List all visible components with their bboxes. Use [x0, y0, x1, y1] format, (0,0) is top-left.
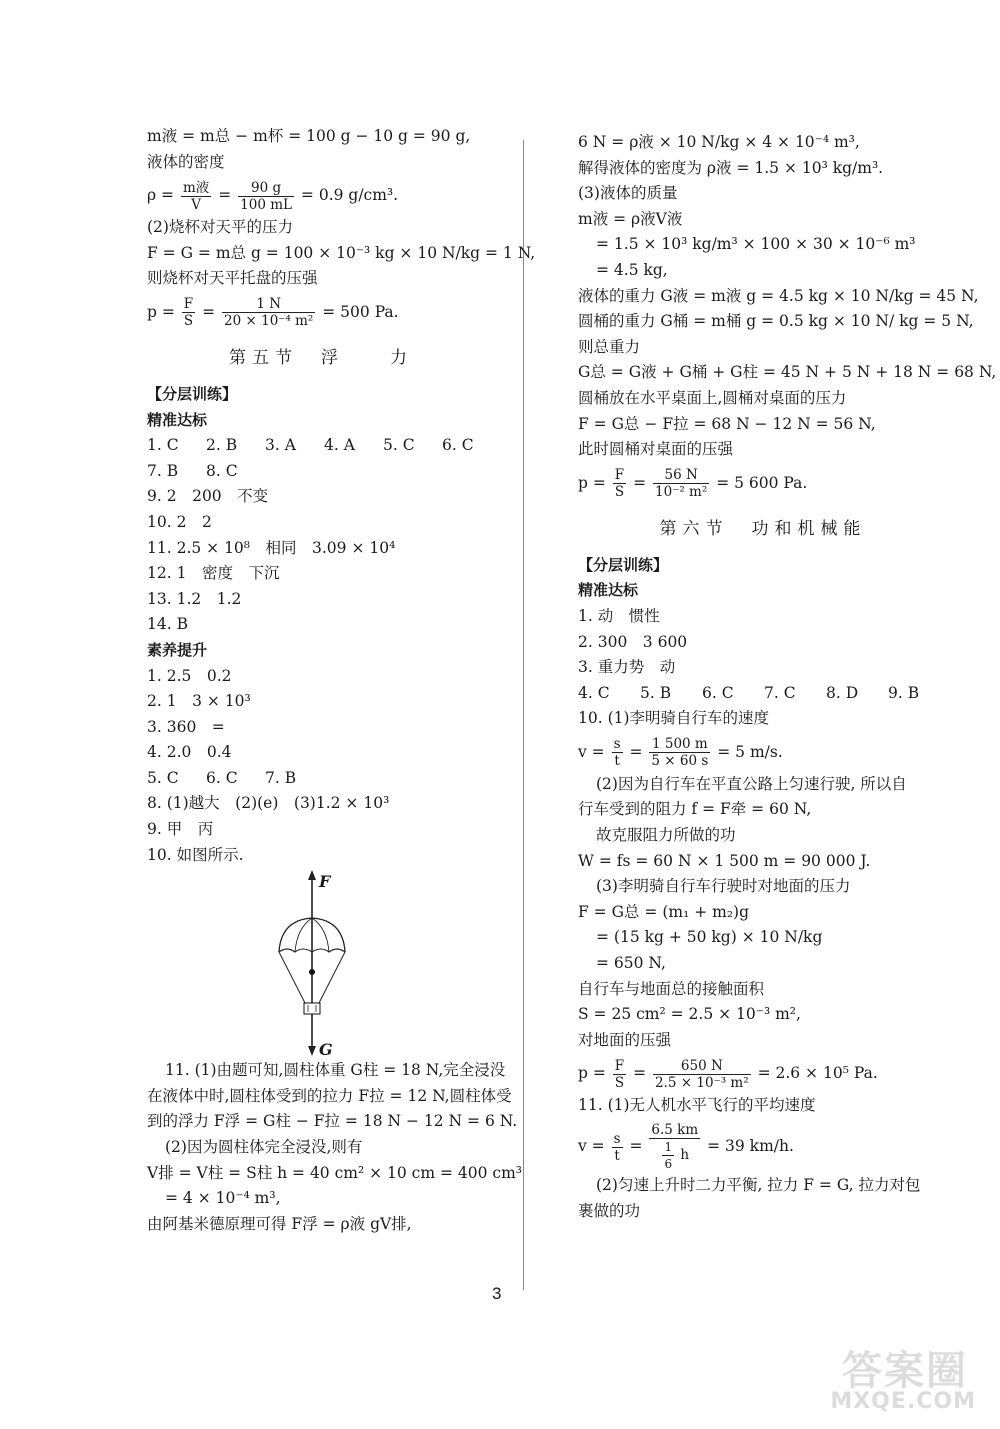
equals: = [633, 473, 647, 492]
denominator: S [614, 484, 625, 501]
denominator: 5 × 60 s [651, 753, 709, 770]
velocity-formula [578, 732, 948, 772]
answer: 1. C [147, 436, 179, 455]
fraction [653, 1058, 751, 1091]
formula-rhs: = 39 km/h. [707, 1137, 794, 1155]
answer: 7. C [764, 683, 796, 702]
text-line: (3)李明骑自行车行驶时对地面的压力 [596, 877, 851, 896]
denominator: 6 [664, 1157, 673, 1171]
section-title: 第六节 功和机械能 [659, 518, 867, 539]
answer: 9. B [888, 683, 920, 702]
answer-line: 10. 如图所示. [147, 845, 244, 864]
arrow-down [308, 1046, 316, 1056]
fraction [649, 736, 710, 769]
text-line: 则总重力 [578, 337, 641, 356]
pressure-formula [578, 1053, 948, 1093]
column-divider [523, 140, 524, 1290]
line-right [319, 952, 345, 1003]
text-line: F = G = m总 g = 100 × 10⁻³ kg × 10 N/kg = 1 N, [147, 243, 536, 262]
equals: = [633, 1064, 647, 1083]
text-line: (2)匀速上升时二力平衡, 拉力 F = G, 拉力对包 [596, 1176, 921, 1194]
payload-box [304, 1003, 320, 1014]
text-line: 由阿基米德原理可得 F浮 = ρ液 gV排, [147, 1214, 412, 1233]
density-formula [147, 175, 495, 215]
fraction [649, 1122, 700, 1172]
fraction [613, 467, 626, 500]
text-line: 自行车与地面总的接触面积 [578, 979, 765, 998]
text-line: 裹做的功 [578, 1201, 641, 1220]
answer-line: 9. 甲 丙 [147, 820, 214, 839]
answer-line: 8. (1)越大 (2)(e) (3)1.2 × 10³ [147, 794, 390, 813]
text-line: = 650 N, [596, 954, 666, 973]
heading-layered: 【分层训练】 [147, 384, 238, 403]
answer: 7. B [265, 768, 297, 787]
text-line: 故克服阻力所做的功 [596, 826, 736, 845]
parachute-figure [147, 868, 495, 1058]
parachute-force-diagram [147, 868, 495, 1058]
watermark-logo-text: 答案圈 [842, 1348, 968, 1394]
equals: = [629, 742, 643, 761]
text-line: = 1.5 × 10³ kg/m³ × 100 × 30 × 10⁻⁶ m³ [596, 235, 916, 254]
text-line: 11. (1)由题可知,圆柱体重 G柱 = 18 N,完全浸没 [165, 1061, 506, 1080]
text-line: S = 25 cm² = 2.5 × 10⁻³ m², [578, 1005, 801, 1024]
answer-line: 14. B [147, 615, 188, 634]
text-line: 对地面的压强 [578, 1030, 672, 1049]
denominator: 100 mL [240, 196, 292, 213]
text-line: 圆桶的重力 G桶 = m桶 g = 0.5 kg × 10 N/ kg = 5 N, [578, 312, 974, 331]
mcq-row [147, 433, 495, 459]
right-column [578, 130, 997, 1224]
text-line: V排 = V柱 = S柱 h = 40 cm² × 10 cm = 400 cm³ [147, 1163, 522, 1182]
formula-rhs: = 5 m/s. [717, 742, 783, 761]
text-line: 10. (1)李明骑自行车的速度 [578, 709, 770, 728]
arrow-up [308, 870, 316, 880]
label-F: F [319, 872, 331, 892]
numerator: s [613, 736, 621, 753]
numerator: 1 500 m [649, 736, 710, 753]
answer-line: 10. 2 2 [147, 512, 212, 531]
fraction [653, 467, 709, 500]
text-line: = (15 kg + 50 kg) × 10 N/kg [596, 928, 823, 947]
denominator: 10⁻² m² [655, 484, 708, 501]
denominator: S [183, 313, 194, 330]
text-line: 圆桶放在水平桌面上,圆桶对桌面的压力 [578, 388, 847, 407]
answer-line: 4. 2.0 0.4 [147, 743, 232, 762]
answer-line: 2. 1 3 × 10³ [147, 692, 251, 711]
denominator: 2.5 × 10⁻³ m² [655, 1074, 749, 1091]
watermark-url: MXQE.COM [830, 1389, 976, 1414]
label-G: G [319, 1040, 333, 1060]
answer-line: 11. 2.5 × 10⁸ 相同 3.09 × 10⁴ [147, 538, 396, 557]
pressure-formula [147, 292, 495, 332]
answer: 7. B [147, 461, 179, 480]
denominator: 20 × 10⁻⁴ m² [224, 313, 314, 330]
numerator: s [613, 1130, 621, 1147]
text-line: = 4 × 10⁻⁴ m³, [165, 1189, 281, 1208]
text-line: G总 = G液 + G桶 + G柱 = 45 N + 5 N + 18 N = 68 N, [578, 363, 997, 382]
heading-precise: 精准达标 [578, 581, 639, 600]
formula-lhs: v = [578, 742, 605, 761]
mcq-row [147, 766, 495, 792]
answer: 6. C [702, 683, 734, 702]
line-left [279, 952, 305, 1003]
numerator: 1 N [222, 296, 315, 313]
heading-improve: 素养提升 [147, 640, 208, 659]
answer-line: 1. 动 惯性 [578, 606, 660, 625]
text-line: 此时圆桶对桌面的压强 [578, 440, 734, 459]
equals: = [218, 186, 232, 205]
fraction [612, 1131, 623, 1164]
section-title: 第五节 浮 力 [229, 347, 413, 368]
pressure-formula [578, 463, 948, 503]
formula-lhs: p = [578, 1064, 606, 1083]
equals: = [202, 302, 216, 321]
formula-lhs: p = [147, 302, 175, 321]
answer: 2. B [206, 436, 238, 455]
answer: 5. C [147, 768, 179, 787]
answer: 4. A [324, 436, 355, 455]
formula-rhs: = 500 Pa. [322, 302, 399, 321]
text-line: 到的浮力 F浮 = G柱 − F拉 = 18 N − 12 N = 6 N. [147, 1112, 518, 1131]
answer: 8. D [826, 683, 859, 702]
fraction [181, 180, 211, 213]
mcq-row [147, 459, 495, 485]
numerator: 650 N [653, 1058, 751, 1075]
answer-line: 9. 2 200 不变 [147, 487, 269, 506]
watermark [782, 1339, 982, 1421]
heading-precise: 精准达标 [147, 410, 208, 429]
formula-lhs: p = [578, 473, 606, 492]
formula-rhs: = 2.6 × 10⁵ Pa. [757, 1064, 878, 1083]
answer-line: 1. 2.5 0.2 [147, 666, 232, 685]
answer: 6. C [206, 768, 238, 787]
numerator: 6.5 km [651, 1122, 699, 1138]
fraction [182, 296, 195, 329]
fraction [238, 180, 294, 213]
mcq-row [578, 681, 948, 707]
numerator: m液 [182, 179, 210, 196]
numerator: 90 g [238, 180, 294, 197]
text-line: F = G总 = (m₁ + m₂)g [578, 902, 749, 921]
numerator: F [183, 296, 194, 313]
fraction [222, 296, 315, 329]
text-line: 则烧杯对天平托盘的压强 [147, 269, 318, 288]
text-line: F = G总 − F拉 = 68 N − 12 N = 56 N, [578, 414, 876, 433]
text-line: (2)因为圆柱体完全浸没,则有 [165, 1138, 363, 1157]
text-line: 液体的密度 [147, 152, 225, 171]
answer: 3. A [265, 436, 296, 455]
left-column [147, 124, 536, 1237]
answer: 4. C [578, 683, 610, 702]
formula-lhs: ρ = [147, 186, 175, 205]
text-line: = 4.5 kg, [596, 260, 668, 279]
unit: h [680, 1147, 690, 1163]
fraction [662, 1139, 674, 1172]
formula-rhs: = 5 600 Pa. [716, 473, 808, 492]
formula-rhs: = 0.9 g/cm³. [300, 186, 399, 205]
text-line: (2)烧杯对天平的压力 [147, 218, 293, 237]
denominator: t [614, 1147, 620, 1164]
answer: 5. B [640, 683, 672, 702]
numerator: 56 N [653, 467, 709, 484]
numerator: F [614, 467, 625, 484]
answer-line: 2. 300 3 600 [578, 632, 688, 651]
text-line: W = fs = 60 N × 1 500 m = 90 000 J. [578, 851, 871, 870]
page-number: 3 [492, 1284, 502, 1303]
denominator: V [191, 196, 201, 213]
velocity-formula [578, 1119, 948, 1173]
fraction [612, 736, 623, 769]
text-line: 11. (1)无人机水平飞行的平均速度 [578, 1096, 816, 1115]
equals: = [629, 1137, 643, 1155]
text-line: (3)液体的质量 [578, 184, 678, 203]
text-line: 在液体中时,圆柱体受到的拉力 F拉 = 12 N,圆柱体受 [147, 1086, 512, 1105]
answer: 8. C [206, 461, 238, 480]
formula-lhs: v = [578, 1137, 605, 1155]
text-line: 6 N = ρ液 × 10 N/kg × 4 × 10⁻⁴ m³, [578, 133, 860, 151]
answer: 5. C [383, 436, 415, 455]
answer-line: 13. 1.2 1.2 [147, 589, 242, 608]
text-line: 解得液体的密度为 ρ液 = 1.5 × 10³ kg/m³. [578, 158, 884, 177]
text-line: (2)因为自行车在平直公路上匀速行驶, 所以自 [596, 774, 907, 793]
text-line: 液体的重力 G液 = m液 g = 4.5 kg × 10 N/kg = 45 N, [578, 286, 979, 305]
answer-line: 3. 360 = [147, 717, 225, 736]
center-of-mass [309, 969, 315, 975]
heading-layered: 【分层训练】 [578, 555, 669, 574]
numerator: F [614, 1057, 625, 1074]
answer: 6. C [442, 436, 474, 455]
denominator: S [614, 1074, 625, 1091]
numerator: 1 [664, 1140, 673, 1154]
text-line: m液 = m总 − m杯 = 100 g − 10 g = 90 g, [147, 127, 471, 145]
denominator [649, 1139, 700, 1172]
denominator: t [614, 753, 620, 770]
answer-line: 3. 重力势 动 [578, 658, 676, 677]
answer-line: 12. 1 密度 下沉 [147, 564, 280, 583]
fraction [613, 1058, 626, 1091]
text-line: m液 = ρ液V液 [578, 209, 683, 228]
text-line: 行车受到的阻力 f = F牵 = 60 N, [578, 800, 812, 819]
